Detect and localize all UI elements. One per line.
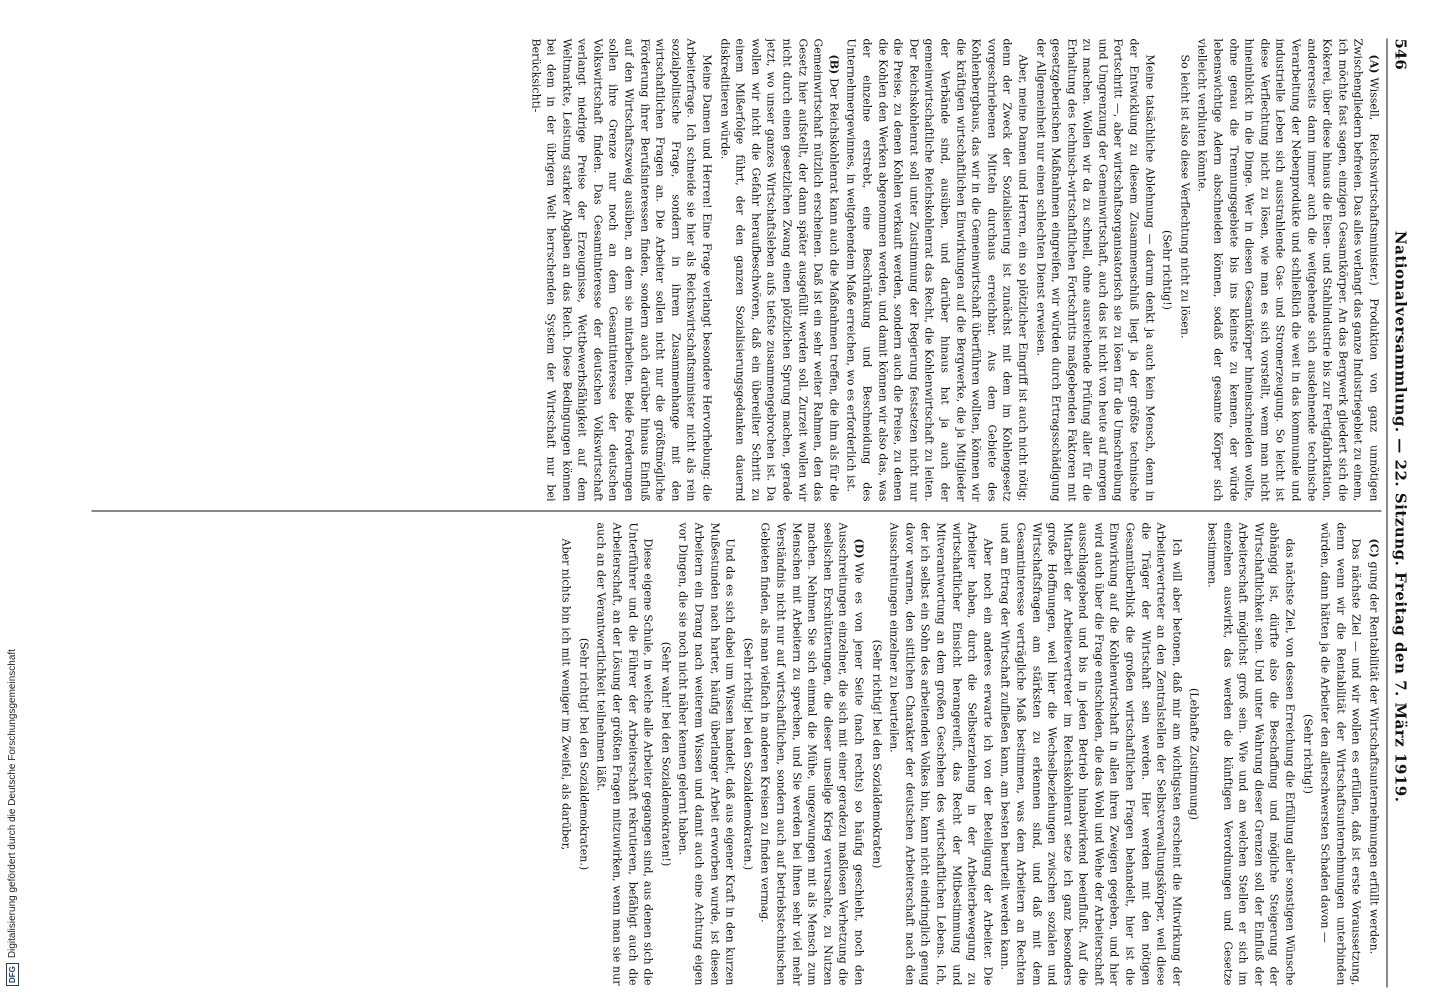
margin-marker: (B) (827, 54, 841, 75)
paragraph-text: Ich will aber betonen, daß mir am wichtigsten erscheint die Mitwirkung der Arbeitervertreter an den Zentralstellen der Selbstverwaltungskörper, weil diese die Träger der Wirtschaft sein werden. Hier werden mit den nötigen Gesamtüberblick die großen wirtschaftlichen Fragen behandelt, hier ist die Einwirkung auf die Kohlenwirtschaft in allen ihren Zweigen gegeben, und hier wird auch über die Frage entschieden, die das Wohl und Wehe der Arbeiterschaft ausschlaggebend und bis in jeden Betrieb hinabwirkend beeinflußt. Auf die Mitarbeit der Arbeitervertreter im Reichskohlenrat setze ich ganz besonders große Hoffnungen, weil hier die Wechselbeziehungen zwischen sozialen und Wirtschaftsfragen am stärksten zu erkennen sind, und daß mit dem Gesamtinteresse verträgliche Maß bestimmen, was dem Arbeitern an Rechten und am Ertrag der Wirtschaft zufließen kann, am besten beurteilt werden kann. (998, 522, 1184, 986)
paragraph-text: Meine Damen und Herren! Eine Frage verlangt besondere Hervorhebung: die Arbeiterfrage. Ich schneide sie hier als Reichswirtschaftsminister nicht als rein sozialpolitische Frage, sondern in ihrem Zusammenhange mit den wirtschaftlichen Fragen an. Die Arbeiter sollen nicht nur die größtmögliche Förderung ihrer Berufsinteressen finden, sondern auch darüber hinaus Einfluß auf den Wirtschaftszweig ausüben, an dem sie mitarbeiten. Beide Forderungen sollen ihre Grenze nur noch an dem Gesamtinteresse der deutschen Volkswirtschaft finden. Das Gesamtinteresse der deutschen Volkswirtschaft verlangt niedrige Preise der Erzeugnisse, Wettbewerbsfähigkeit auf dem Weltmarkte, Leistung starker Abgaben an das Reich. Diese Bedingungen können bei dem in der übrigen Welt herrschenden System der Wirtschaft nur bei Berücksichti- (529, 38, 714, 502)
paragraph-text: (Sehr wahr! bei den Sozialdemokraten!) (659, 641, 673, 867)
paragraph (527, 39, 714, 502)
paragraph (886, 523, 995, 986)
paragraph-text: So leicht ist also diese Verflechtung nicht zu lösen. (1178, 54, 1192, 339)
paragraph-text: (Sehr richtig!) (1301, 714, 1315, 794)
paragraph-text: Wissell, Reichswirtschaftsminister.) Produktion von ganz unnötigen Zwischengliedern befreien. Das alles verlangt das ganze Industriegebiet zu einem, ich möchte fast sagen, einzigen Gesamtkörper. An das Bergwerk gliedert sich die Kokerei, über diese hinaus die Eisen- und Stahlindustrie bis zur Fertigfabrikation, andererseits dann immer auch die weitgehende sich ausdehnende technische Verarbeitung der Nebenprodukte und schließlich die weit in das kommunale und industrielle Leben sich ausstrahlende Gas- und Stromerzeugung. So leicht ist diese Verflechtung nicht zu lösen, wie man es sich vorstellt, wenn man nicht hineinblickt in die Dinge. Wer in diesen Gesamtkörper hineinschneiden wollte, ohne genau die Trennungsgebiete bis ins kleinste zu kennen, der würde lebenswichtige Adern abschneiden können, sodaß der gesamte Körper sich vielleicht verbluten könnte. (1195, 38, 1381, 502)
right-column (92, 523, 1382, 986)
paragraph-text: Wie es von jener Seite (nach rechts) so häufig geschieht, noch den Ausschreitungen einzelner, die sich mit einer geradezu maßlosen Verhetzung die seelischen Erschütterungen, die dieser unselige Krieg verursachte, zu Nutzen machen. Nehmen Sie sich einmal die Mühe, ungezwungen mit als Mensch zum Menschen mit Arbeitern zu sprechen, und Sie werden bei ihnen sehr viel mehr Verständnis nicht nur auf wirtschaftlichen, sondern auch auf betriebstechnischen Gebieten finden, als man vielfach in anderen Kreisen zu finden vermag. (758, 522, 866, 986)
interjection (869, 523, 885, 986)
left-column (92, 39, 1382, 502)
newspaper-page (86, 31, 1416, 996)
margin-marker: (A) (1367, 54, 1381, 74)
paragraph-text: (Sehr richtig! bei den Sozialdemokraten.) (577, 637, 591, 871)
interjection (740, 523, 756, 986)
paragraph-text: (Sehr richtig! bei den Sozialdemokraten) (870, 639, 884, 869)
paragraph (558, 523, 574, 986)
paragraph (1366, 523, 1382, 986)
interjection (576, 523, 592, 986)
paragraph (1194, 39, 1381, 502)
column-divider (92, 511, 1382, 512)
paragraph-text: gung der Rentabilität der Wirtschaftsunternehmungen erfüllt werden. (1367, 561, 1381, 955)
credit-text: Digitalisierung gefördert durch die Deutsche Forschungsgemeinschaft (6, 649, 18, 959)
paragraph-text: Der Reichskohlenrat kann auch die Maßnahmen treffen, die ihm als für die Gemeinwirtschaft nützlich erscheinen. Daß ist ein sehr weiter Rahmen, den das Gesetz hier aufstellt, der dann später ausgefüllt werden soll. Zurzeit wollen wir nicht durch einen gesetzlichen Zwang einen plötzlichen Sprung machen, gerade jetzt, wo unser ganzes Wirtschaftsleben aufs tiefste zusammengebrochen ist. Da wollen wir nicht die Gefahr heraufbeschwören, daß ein übereilter Schritt zu einem Mißerfolge führt, der den ganzen Sozialisierungsgedanken dauernd diskreditieren würde. (718, 38, 841, 502)
paragraph (1204, 523, 1298, 986)
paragraph (675, 523, 737, 986)
paragraph-text: das nächste Ziel, von dessen Erreichung die Erfüllung aller sonstigen Wünsche abhängig ist, dürfte also die Beschaffung und mögliche Steigerung der Wirtschaftlichkeit sein. Und unter Wahrung dieser Grenzen soll der Einfluß der Arbeiterschaft möglichst groß sein. Wie und an welchen Stellen er sich im einzelnen auswirkt, das werden die künftigen Verordnungen und Gesetze bestimmen. (1205, 522, 1297, 986)
page-header (1387, 39, 1414, 988)
paragraph-text: Aber nichts bin ich mit weniger im Zweifel, als darüber, (559, 538, 573, 851)
paragraph (1177, 39, 1193, 502)
paragraph (1032, 39, 1157, 502)
dfg-logo: DFG (6, 963, 19, 986)
paragraph-text: (Sehr richtig! bei den Sozialdemokraten.) (741, 637, 755, 871)
paragraph (1317, 523, 1364, 986)
paragraph-text: Das nächste Ziel — und wir wollen es erfüllen, daß ist erste Voraussetzung, denn wenn wir die Rentabilität der Wirtschaftsunternehmungen unterbinden würden, dann hätten ja die Arbeiter den allerschwersten Schaden davon — (1318, 522, 1363, 986)
paragraph-text: Aber noch ein anderes erwarte ich von der Beteiligung der Arbeiter. Die Arbeiter haben, durch die Selbsterziehung in der Arbeiterbewegung zu wirtschaftlicher Einsicht herangereift, das Recht der Mitbestimmung und Mitverantwortung an dem großen Geschehen des wirtschaftlichen Lebens. Ich, der ich selbst ein Sohn des arbeitenden Volkes bin, kann nicht eindringlich genug davor warnen, den sittlichen Charakter der deutschen Arbeiterschaft nach den Ausschreitungen einzelner zu beurteilen. (887, 522, 995, 986)
paragraph (757, 523, 866, 986)
paragraph-text: Aber, meine Damen und Herren, ein so plötzlicher Eingriff ist auch nicht nötig; denn der Zweck der Sozialisierung ist zunächst mit dem im Kohlengesetz vorgeschriebenen Mitteln durchaus erreichbar. Aus dem Gebiete des Kohlenbergbaus, das wir in die Gemeinwirtschaft überführen wollten, können wir die kräftigen wirtschaftlichen Einwirkungen auf die Bergwerke, die ja Mitglieder der Verbände sind, ausüben, und darüber hinaus hat ja auch der gemeinwirtschaftliche Reichskohlenrat das Recht, die Kohlenwirtschaft zu leiten. Der Reichskohlenrat soll unter Zustimmung der Regierung festsetzen nicht nur die Preise, zu denen Kohlen verkauft werden, sondern auch die Preise, zu denen die Kohlen den Werken abgenommen werden, und damit können wir also das, was der einzelne erstrebt, eine Beschränkung und Beschneidung des Unternehmergewinnes, in weitgehendem Maße erreichen, wo es erforderlich ist. (844, 38, 1030, 502)
paragraph (593, 523, 655, 986)
paragraph-text: Meine tatsächliche Ablehnung — darum denkt ja auch kein Mensch, denn in der Entwicklung zu diesem Zusammenschluß liegt ja der größte technische Fortschritt —, aber wirtschaftsorganisatorisch sie zu lösen für die Umschreibung und Umgrenzung der Gemeinwirtschaft, auch das ist nicht von heute auf morgen zu machen. Wollen wir da zu schnell, ohne ausreichende Prüfung aller für die Erhaltung des technisch-wirtschaftlichen Fortschritts maßgebenden Faktoren mit gesetzgeberischen Maßnahmen eingreifen, wir würden durch Ertragsschädigung der Allgemeinheit nur einen schlechten Dienst erweisen. (1034, 38, 1157, 502)
scanned-page-viewport (86, 30, 1416, 995)
paragraph (843, 39, 1030, 502)
interjection (658, 523, 674, 986)
page-title: Nationalversammlung. — 22. Sitzung. Freitag den 7. März 1919. (1391, 230, 1410, 803)
paragraph-text: (Sehr richtig!) (1160, 230, 1174, 310)
paragraph (997, 523, 1184, 986)
margin-marker: (D) (852, 538, 866, 559)
interjection (1186, 523, 1202, 986)
paragraph-text: Und da es sich dabei um Wissen handelt, daß aus eigener Kraft in den kurzen Mußestunden nach harter, häufig überlanger Arbeit erworben wurde, ist diesen Arbeitern ein Drang nach weiterem Wissen und damit auch eine Achtung eigen vor Dingen, die sie noch nicht näher kennen gelernt haben. (676, 522, 737, 986)
digitization-credit (4, 6, 20, 986)
margin-marker: (C) (1367, 538, 1381, 558)
interjection (1159, 39, 1175, 502)
paragraph (717, 39, 842, 502)
page-number: 546 (1391, 38, 1410, 70)
interjection (1300, 523, 1316, 986)
paragraph-text: (Lebhafte Zustimmung) (1187, 688, 1201, 820)
paragraph-text: Diese eigene Schule, in welche alle Arbeiter gegangen sind, aus denen sich die Unterführer und die Führer der Arbeiterschaft rekrutieren, befähigt auch die Arbeiterschaft, an der Lösung der größten Fragen mitzuwirken, wenn man sie nur auch an der Verantwortlichkeit teilnehmen läßt. (595, 522, 655, 986)
